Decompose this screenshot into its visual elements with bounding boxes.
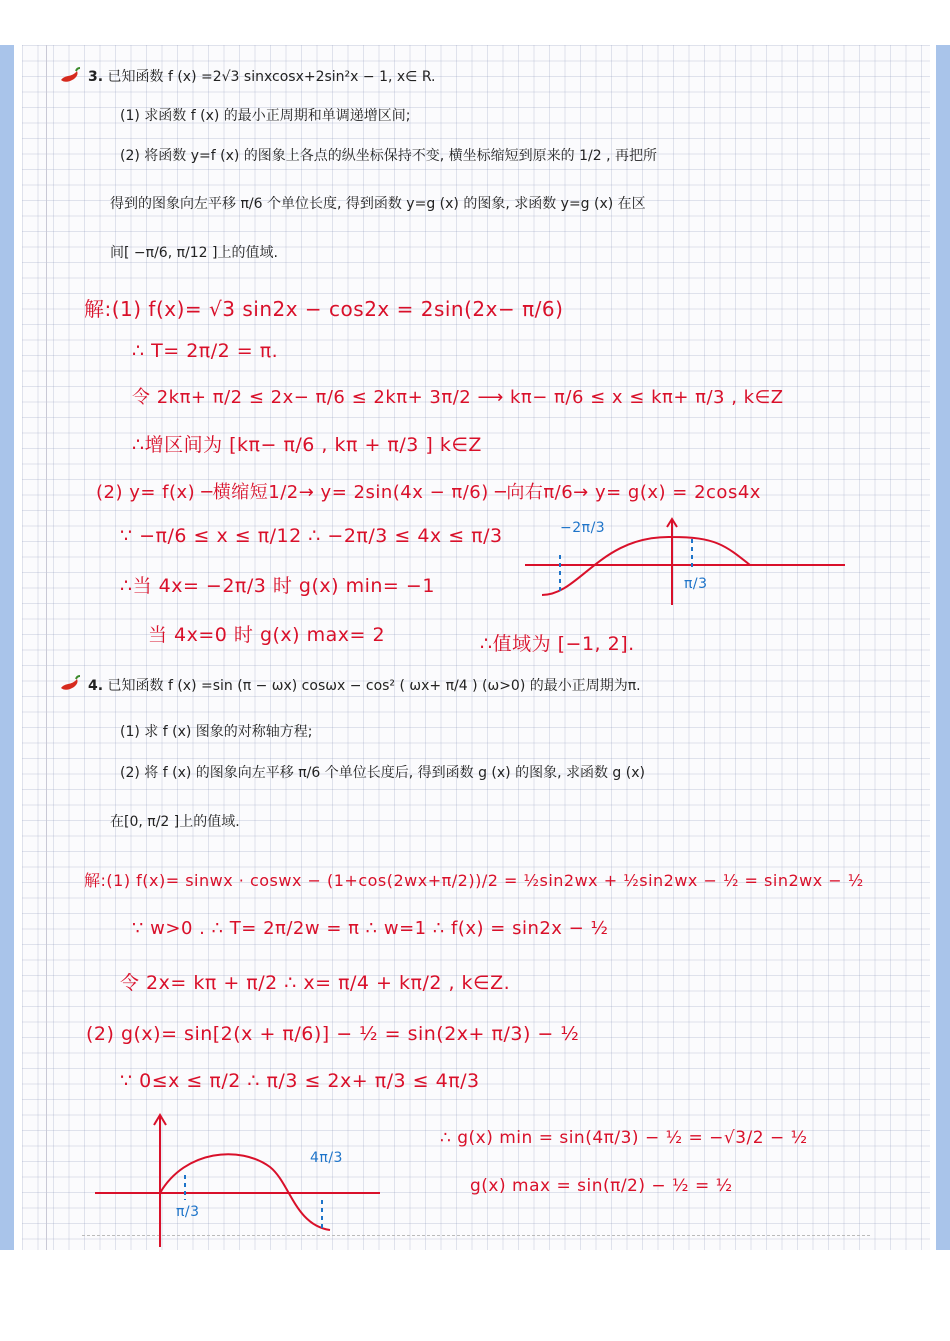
solution-4-line-3: 令 2x= kπ + π/2 ∴ x= π/4 + kπ/2 , k∈Z. (120, 972, 511, 994)
problem-3-question-2-line-3: 间[ −π/6, π/12 ]上的值域. (110, 245, 278, 261)
solution-4-line-5: ∵ 0≤x ≤ π/2 ∴ π/3 ≤ 2x+ π/3 ≤ 4π/3 (120, 1070, 480, 1092)
problem-4-statement (88, 675, 641, 695)
problem-4-number: 4. (88, 678, 104, 694)
solution-3-line-2: ∴ T= 2π/2 = π. (132, 340, 279, 362)
problem-3-number: 3. (88, 69, 104, 85)
problem-3-question-2-line-1: (2) 将函数 y=f (x) 的图象上各点的纵坐标保持不变, 横坐标缩短到原来的 1/2 , 再把所 (120, 148, 658, 164)
left-blue-border (0, 45, 14, 1250)
solution-3-line-6: ∵ −π/6 ≤ x ≤ π/12 ∴ −2π/3 ≤ 4x ≤ π/3 (120, 525, 503, 547)
chili-pepper-icon (58, 66, 82, 86)
problem-3-question-1: (1) 求函数 f (x) 的最小正周期和单调递增区间; (120, 108, 411, 124)
solution-3-line-5: (2) y= f(x) ─横缩短1/2→ y= 2sin(4x − π/6) ─向右π/6→ y= g(x) = 2cos4x (96, 482, 761, 503)
graph-4-left-label: π/3 (176, 1204, 200, 1220)
solution-3-line-3: 令 2kπ+ π/2 ≤ 2x− π/6 ≤ 2kπ+ 3π/2 ⟶ kπ− π/6 ≤ x ≤ kπ+ π/3 , k∈Z (132, 387, 784, 408)
solution-4-line-7: g(x) max = sin(π/2) − ½ = ½ (470, 1176, 733, 1196)
problem-4-question-2-line-1: (2) 将 f (x) 的图象向左平移 π/6 个单位长度后, 得到函数 g (x) 的图象, 求函数 g (x) (120, 765, 645, 781)
solution-4-line-2: ∵ w>0 . ∴ T= 2π/2w = π ∴ w=1 ∴ f(x) = sin2x − ½ (132, 918, 609, 939)
solution-4-line-1: 解:(1) f(x)= sinwx · coswx − (1+cos(2wx+π/2))/2 = ½sin2wx + ½sin2wx − ½ = sin2wx − ½ (84, 871, 864, 890)
chili-pepper-icon (58, 674, 82, 694)
solution-4-line-6: ∴ g(x) min = sin(4π/3) − ½ = −√3/2 − ½ (440, 1128, 808, 1148)
graph-3-right-label: π/3 (684, 576, 708, 592)
solution-4-line-4: (2) g(x)= sin[2(x + π/6)] − ½ = sin(2x+ π/3) − ½ (86, 1023, 580, 1045)
solution-4-sine-graph (90, 1105, 390, 1250)
solution-3-line-4: ∴增区间为 [kπ− π/6 , kπ + π/3 ] k∈Z (132, 434, 482, 456)
problem-3-statement (88, 66, 436, 86)
solution-3-line-8: 当 4x=0 时 g(x) max= 2 (148, 624, 386, 646)
problem-3-question-2-line-2: 得到的图象向左平移 π/6 个单位长度, 得到函数 y=g (x) 的图象, 求函数 y=g (x) 在区 (110, 196, 646, 212)
margin-line (46, 45, 47, 1250)
solution-3-line-7: ∴当 4x= −2π/3 时 g(x) min= −1 (120, 575, 435, 597)
problem-4-question-2-line-2: 在[0, π/2 ]上的值域. (110, 814, 240, 830)
solution-3-line-9: ∴值域为 [−1, 2]. (480, 633, 635, 655)
problem-4-question-1: (1) 求 f (x) 图象的对称轴方程; (120, 724, 313, 740)
problem-4-text: 已知函数 f (x) =sin (π − ωx) cosωx − cos² ( ωx+ π/4 ) (ω>0) 的最小正周期为π. (107, 678, 641, 694)
right-blue-border (936, 45, 950, 1250)
solution-3-line-1: 解:(1) f(x)= √3 sin2x − cos2x = 2sin(2x− π/6) (84, 297, 564, 321)
graph-3-left-label: −2π/3 (560, 520, 606, 536)
graph-4-right-label: 4π/3 (310, 1150, 343, 1166)
problem-3-text: 已知函数 f (x) =2√3 sinxcosx+2sin²x − 1, x∈ R. (107, 69, 436, 85)
